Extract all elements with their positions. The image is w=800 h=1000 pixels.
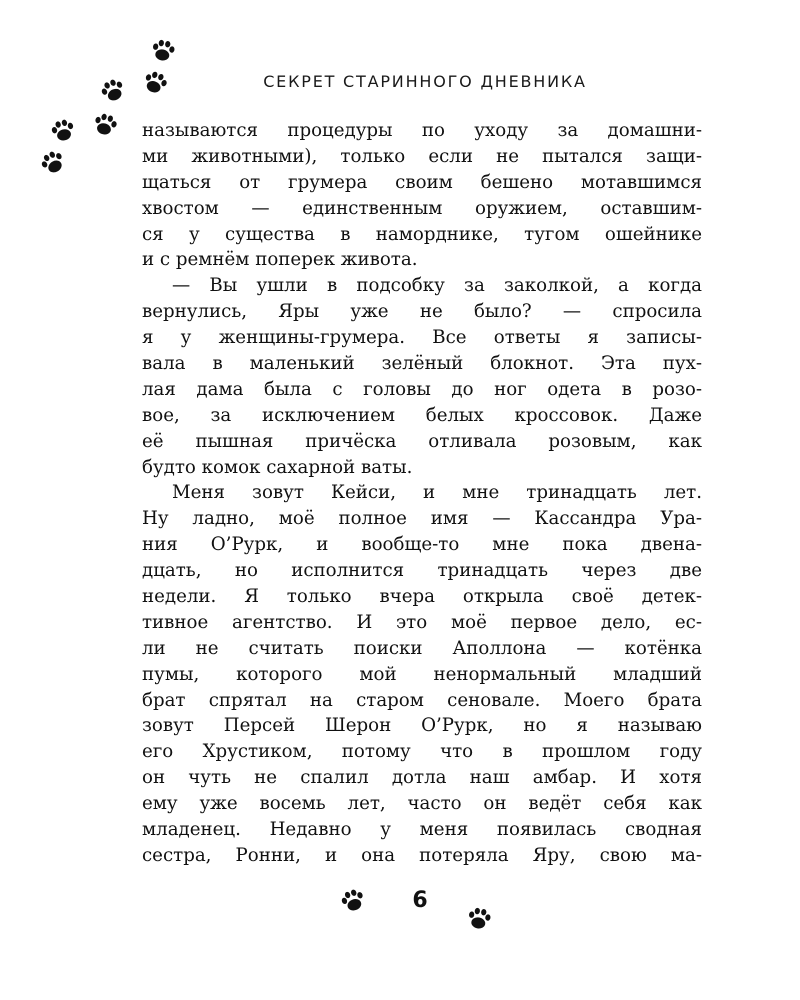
text-line: ли не считать поиски Аполлона — котёнка [142,637,702,659]
text-line: ему уже восемь лет, часто он ведёт себя как [142,793,702,815]
paw-print-icon [89,109,121,141]
text-line: дцать, но исполнится тринадцать через две [142,560,702,582]
text-line: ся у существа в наморднике, тугом ошейнике [142,223,702,245]
body-text [142,118,702,869]
text-line: я у женщины-грумера. Все ответы я записы- [142,327,702,349]
text-line: его Хрустиком, потому что в прошлом году [142,741,702,763]
text-line: вое, за исключением белых кроссовок. Даже [142,404,702,426]
text-line: ми животными), только если не пытался защи- [142,145,702,167]
text-line: вернулись, Яры уже не было? — спросила [142,301,702,323]
text-line: щаться от грумера своим бешено мотавшимся [142,171,702,193]
text-line: пумы, которого мой ненормальный младший [142,663,702,685]
text-line: зовут Персей Шерон О’Рурк, но я называю [142,715,702,737]
text-line: лая дама была с головы до ног одета в розо- [142,378,702,400]
page-number: 6 [412,888,428,913]
text-line: ния О’Рурк, и вообще-то мне пока двена- [142,534,702,556]
text-line: Меня зовут Кейси, и мне тринадцать лет. [172,482,702,504]
text-line: хвостом — единственным оружием, оставшим- [142,197,702,219]
text-line: он чуть не спалил дотла наш амбар. И хотя [142,767,702,789]
text-line: называются процедуры по уходу за домашни- [142,120,702,141]
paw-print-icon [47,115,79,147]
paw-print-icon [464,904,494,934]
text-line: тивное агентство. И это моё первое дело, ес- [142,611,702,633]
text-line: Ну ладно, моё полное имя — Кассандра Ура- [142,508,702,530]
paw-print-icon [336,884,369,917]
text-line: младенец. Недавно у меня появилась сводная [142,819,702,841]
text-line: сестра, Ронни, и она потеряла Яру, свою ма- [142,844,702,866]
paw-print-icon [96,74,131,109]
running-header: СЕКРЕТ СТАРИННОГО ДНЕВНИКА [263,72,587,91]
text-line: брат спрятал на старом сеновале. Моего брата [142,689,702,711]
text-line: и с ремнём поперек живота. [142,249,418,271]
text-line: — Вы ушли в подсобку за заколкой, а когда [172,275,702,297]
text-line: будто комок сахарной ваты. [142,456,413,478]
paw-print-icon [148,36,178,66]
text-line: её пышная причёска отливала розовым, как [142,430,702,452]
text-line: недели. Я только вчера открыла своё детек- [142,586,702,608]
paw-print-icon [35,145,71,181]
text-line: вала в маленький зелёный блокнот. Эта пух- [142,353,702,375]
